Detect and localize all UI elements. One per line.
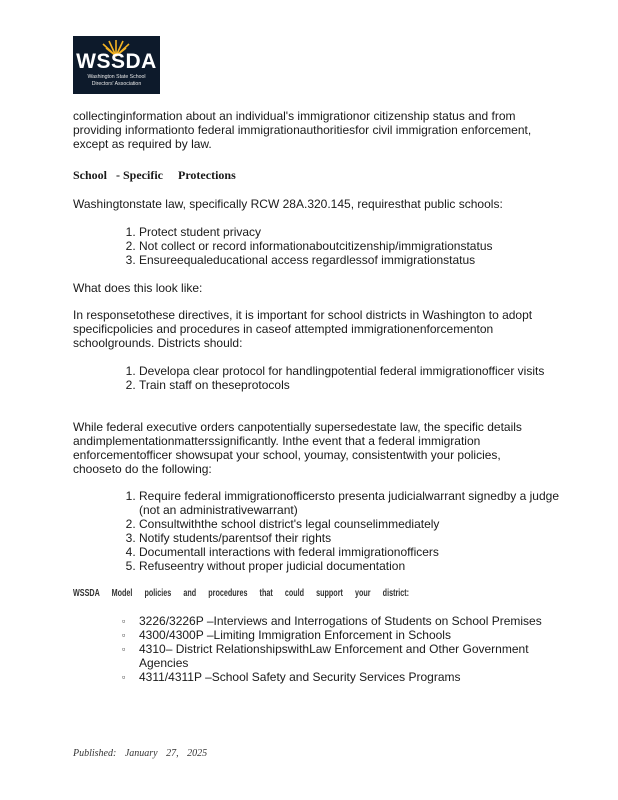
bullet-icon: ▫ bbox=[122, 672, 126, 682]
model-policies-heading: WSSDA Model policies and procedures that could support your district: bbox=[73, 588, 410, 599]
policy-item-text: 4310– District RelationshipswithLaw Enforcement and Other Government Agencies bbox=[139, 642, 529, 670]
officer-response-list bbox=[122, 489, 559, 573]
logo-subtitle bbox=[73, 74, 160, 87]
policy-item-text: 4311/4311P –School Safety and Security Services Programs bbox=[139, 670, 461, 684]
list-item bbox=[122, 614, 542, 628]
logo-subtitle-line-2: Directors' Association bbox=[91, 80, 142, 87]
bullet-icon: ▫ bbox=[122, 630, 126, 640]
list-item: 1. Protect student privacy bbox=[139, 225, 559, 239]
list-item: 4. Documentall interactions with federal immigrationofficers bbox=[139, 545, 559, 559]
list-item: 3. Notify students/parentsof their rights bbox=[139, 531, 559, 545]
bullet-icon: ▫ bbox=[122, 616, 126, 626]
list-item: 2. Train staff on theseprotocols bbox=[139, 378, 559, 392]
list-item bbox=[122, 628, 542, 642]
policy-list bbox=[122, 614, 542, 684]
intro-paragraph: collectinginformation about an individual's immigrationor citizenship status and from providing informationto federal immigrationauthoritiesfor civil immigration enforcement, except as required by law. bbox=[73, 109, 532, 151]
logo-wordmark: WSSDA bbox=[76, 50, 157, 73]
wssda-logo bbox=[73, 36, 160, 94]
logo-subtitle-line-1: Washington State School bbox=[87, 74, 146, 80]
district-actions-list bbox=[122, 364, 559, 392]
list-item: 1. Require federal immigrationofficersto presenta judicialwarrant signedby a judge (not an administrativewarrant) bbox=[139, 489, 559, 517]
policy-item-text: 4300/4300P –Limiting Immigration Enforcement in Schools bbox=[139, 628, 451, 642]
bullet-icon: ▫ bbox=[122, 644, 126, 654]
look-like-question: What does this look like: bbox=[73, 281, 203, 295]
published-date: Published: January 27, 2025 bbox=[73, 748, 208, 759]
policy-item-text: 3226/3226P –Interviews and Interrogations of Students on School Premises bbox=[139, 614, 542, 628]
list-item bbox=[122, 642, 542, 670]
list-item: 1. Developa clear protocol for handlingpotential federal immigrationofficer visits bbox=[139, 364, 559, 378]
list-item: 2. Not collect or record informationaboutcitizenship/immigrationstatus bbox=[139, 239, 559, 253]
state-law-list bbox=[122, 225, 559, 267]
list-item: 3. Ensureequaleducational access regardlessof immigrationstatus bbox=[139, 253, 559, 267]
state-law-paragraph: Washingtonstate law, specifically RCW 28A.320.145, requiresthat public schools: bbox=[73, 197, 503, 211]
list-item bbox=[122, 670, 542, 684]
response-paragraph: In responsetothese directives, it is important for school districts in Washington to adopt specificpolicies and procedures in caseof attempted immigrationenforcementon schoolgrounds. Districts should: bbox=[73, 308, 533, 350]
list-item: 5. Refuseentry without proper judicial documentation bbox=[139, 559, 559, 573]
executive-orders-paragraph: While federal executive orders canpotentially supersedestate law, the specific details andimplementationmatterssignificantly. Inthe event that a federal immigration enforcementofficer showsupat your school, youmay, consistentwith your policies, chooseto do the following: bbox=[73, 420, 522, 476]
section-heading: School - Specific Protections bbox=[73, 168, 236, 182]
list-item: 2. Consultwiththe school district's legal counselimmediately bbox=[139, 517, 559, 531]
